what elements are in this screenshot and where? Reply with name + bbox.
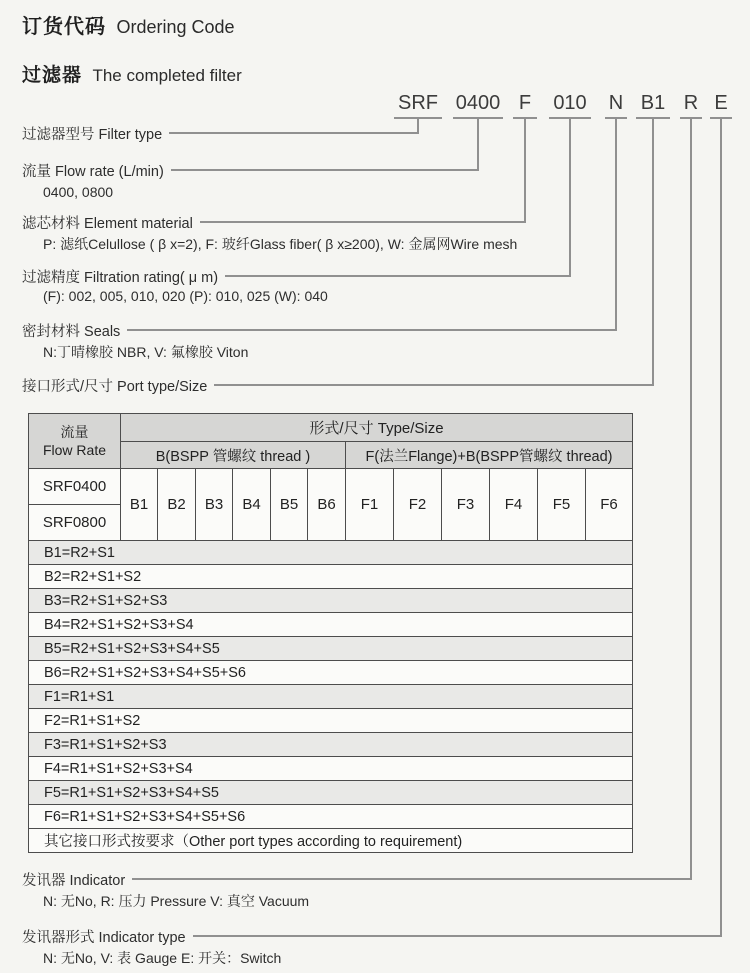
code-segment-model: SRF [394,92,442,119]
table-cell-b3: B3 [196,469,233,541]
table-row-srf0400: SRF0400 [29,469,121,505]
definition-row-f2: F2=R1+S1+S2 [29,709,633,733]
table-cell-b2: B2 [158,469,196,541]
connector-line-indicator [690,119,692,880]
leader-line [127,329,615,331]
field-element-material-detail: P: 滤纸Celullose ( β x=2), F: 玻纤Glass fiber( β x≥200), W: 金属网Wire mesh [43,236,518,252]
code-segment-seal: N [605,92,627,119]
definition-row-f5: F5=R1+S1+S2+S3+S4+S5 [29,781,633,805]
connector-line-flow [477,119,479,171]
connector-line-element [524,119,526,223]
table-cell-f3: F3 [442,469,490,541]
page-title-en: Ordering Code [116,17,235,37]
field-port-type [22,375,652,395]
leader-line [132,878,690,880]
definition-row-b3: B3=R2+S1+S2+S3 [29,589,633,613]
table-row-srf0800: SRF0800 [29,505,121,541]
code-segment-rating: 010 [549,92,591,119]
table-cell-f5: F5 [538,469,586,541]
definition-row-b2: B2=R2+S1+S2 [29,565,633,589]
definition-row-f3: F3=R1+S1+S2+S3 [29,733,633,757]
connector-line-seal [615,119,617,331]
code-segment-port: B1 [636,92,670,119]
table-header-b-group: B(BSPP 管螺纹 thread ) [121,442,346,469]
table-cell-b5: B5 [271,469,308,541]
table-cell-b1: B1 [121,469,158,541]
field-indicator-label: 发讯器 Indicator [22,872,126,889]
connector-line-rating [569,119,571,277]
field-seals [22,320,615,340]
definition-row-f1: F1=R1+S1 [29,685,633,709]
code-segment-indicator: R [680,92,702,119]
field-filter-type [22,123,417,143]
connector-line-indicator-type [720,119,722,937]
leader-line [169,132,417,134]
field-seals-label: 密封材料 Seals [22,323,121,340]
section-title-en: The completed filter [92,66,242,85]
code-segment-indicator-type: E [710,92,732,119]
table-header-flow-rate [29,414,121,469]
field-indicator [22,869,690,889]
port-type-size-table [28,413,633,853]
field-filtration-rating-detail: (F): 002, 005, 010, 020 (P): 010, 025 (W): 040 [43,288,328,304]
leader-line [171,169,477,171]
leader-line [200,221,524,223]
definition-row-f6: F6=R1+S1+S2+S3+S4+S5+S6 [29,805,633,829]
leader-line [225,275,569,277]
page-title-zh: 订货代码 [22,16,106,38]
table-header-type-size: 形式/尺寸 Type/Size [121,414,633,442]
table-cell-f2: F2 [394,469,442,541]
table-cell-b6: B6 [308,469,346,541]
definition-row-b5: B5=R2+S1+S2+S3+S4+S5 [29,637,633,661]
table-cell-f4: F4 [490,469,538,541]
table-header-f-group: F(法兰Flange)+B(BSPP管螺纹 thread) [346,442,633,469]
table-header-flow-rate-en: Flow Rate [42,442,107,458]
field-port-type-label: 接口形式/尺寸 Port type/Size [22,378,208,395]
field-flow-rate-label: 流量 Flow rate (L/min) [22,163,164,180]
field-indicator-detail: N: 无No, R: 压力 Pressure V: 真空 Vacuum [43,893,310,909]
field-seals-detail: N:丁晴橡胶 NBR, V: 氟橡胶 Viton [43,344,249,360]
field-flow-rate [22,160,477,180]
leader-line [193,935,720,937]
field-filter-type-label: 过滤器型号 Filter type [22,126,163,143]
section-title-zh: 过滤器 [22,65,83,86]
field-element-material-label: 滤芯材料 Element material [22,215,193,232]
code-segment-element: F [513,92,537,119]
definition-row-b4: B4=R2+S1+S2+S3+S4 [29,613,633,637]
table-cell-f6: F6 [586,469,633,541]
leader-line [214,384,652,386]
field-indicator-type-label: 发讯器形式 Indicator type [22,929,186,946]
table-header-flow-rate-zh: 流量 [60,423,89,440]
connector-line-model [417,119,419,134]
definition-row-f4: F4=R1+S1+S2+S3+S4 [29,757,633,781]
field-filtration-rating-label: 过滤精度 Filtration rating( μ m) [22,269,219,286]
field-indicator-type-detail: N: 无No, V: 表 Gauge E: 开关：Switch [43,950,282,966]
section-title [22,60,242,87]
code-segment-flow: 0400 [453,92,503,119]
field-indicator-type [22,926,720,946]
table-cell-b4: B4 [233,469,271,541]
field-filtration-rating [22,266,569,286]
field-flow-rate-detail: 0400, 0800 [43,184,114,200]
field-element-material [22,212,524,232]
definition-row-b1: B1=R2+S1 [29,541,633,565]
page-title [22,10,235,39]
definition-row-b6: B6=R2+S1+S2+S3+S4+S5+S6 [29,661,633,685]
table-cell-f1: F1 [346,469,394,541]
connector-line-port [652,119,654,386]
definition-row-other: 其它接口形式按要求（Other port types according to requirement) [29,829,633,853]
